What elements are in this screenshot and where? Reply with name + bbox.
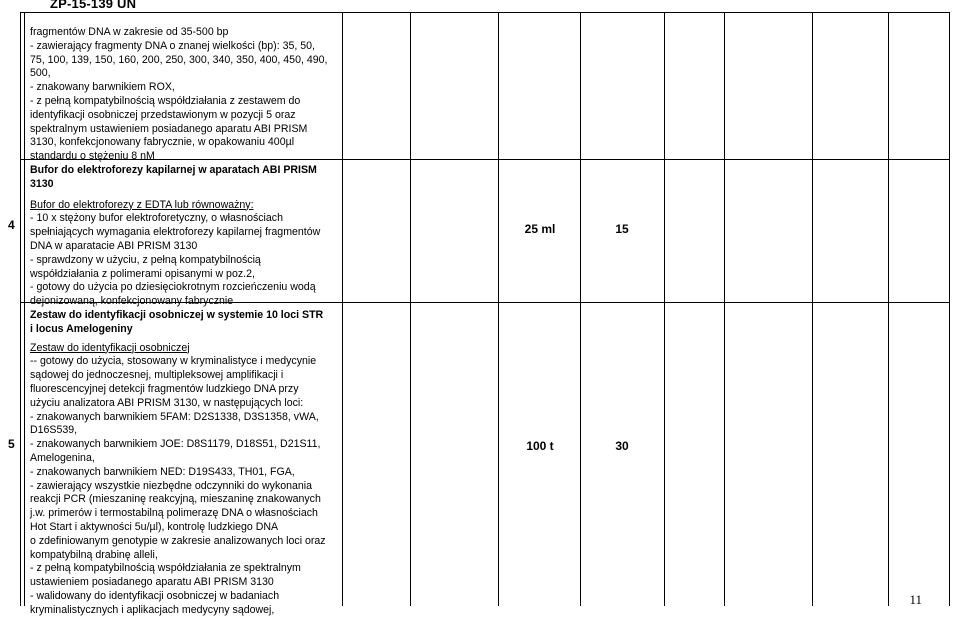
row-5-unit: 100 t	[526, 439, 554, 453]
description-line: identyfikacji osobniczej przedstawionym w pozycji 5 oraz	[30, 108, 296, 121]
description-line: - 10 x stężony bufor elektroforetyczny, o własnościach	[30, 212, 283, 225]
description-line: - zawierający wszystkie niezbędne odczynniki do wykonania	[30, 479, 313, 492]
table-divider-value	[812, 12, 813, 606]
row-5-description	[30, 309, 326, 618]
description-line: 3130, konfekcjonowany fabrycznie, w opakowaniu 400µl	[30, 136, 295, 149]
description-line: standardu o stężeniu 8 nM	[30, 150, 155, 163]
description-line: - z pełną kompatybilnością współdziałania ze spektralnym	[30, 562, 301, 575]
description-line: kryminalistycznych i aplikacjach medycyny sądowej,	[30, 603, 275, 616]
row-prev-description	[30, 26, 327, 164]
description-line: współdziałania z polimerami opisanymi w poz.2,	[30, 267, 255, 280]
description-line: kompatybilną drabinę alleli,	[30, 548, 158, 561]
description-line: - znakowanych barwnikiem JOE: D8S1179, D18S51, D21S11,	[30, 438, 321, 451]
row-5-title: Zestaw do identyfikacji osobniczej w systemie 10 loci STR	[30, 309, 324, 321]
description-line: - sprawdzony w użyciu, z pełną kompatybilnością	[30, 253, 261, 266]
description-line: reakcji PCR (mieszaninę reakcyjną, mieszaninę znakowanych	[30, 493, 321, 506]
table-divider-extra	[410, 12, 411, 606]
description-line: D16S539,	[30, 424, 78, 437]
row-4-number: 4	[8, 218, 15, 232]
row-5-quantity: 30	[615, 439, 629, 453]
table-top-border	[20, 12, 950, 13]
row-4-unit: 25 ml	[524, 222, 556, 236]
description-line: użyciu analizatora ABI PRISM 3130, w następujących loci:	[30, 396, 304, 409]
description-line: Hot Start i aktywności 5u/µl), kontrolę ludzkiego DNA	[30, 520, 279, 533]
description-line: DNA w aparatacie ABI PRISM 3130	[30, 239, 198, 252]
table-border-right	[949, 12, 950, 606]
description-line: 500,	[30, 67, 51, 80]
row-4-title: 3130	[30, 177, 54, 190]
table-divider-unit	[498, 12, 499, 606]
description-line: Amelogenina,	[30, 451, 95, 464]
row-5-subtitle: Zestaw do identyfikacji osobniczej	[30, 341, 190, 354]
table-divider-qty	[580, 12, 581, 606]
table-divider-vat	[888, 12, 889, 606]
description-line: - walidowany do identyfikacji osobniczej w badaniach	[30, 589, 280, 602]
description-line: 75, 100, 139, 150, 160, 200, 250, 300, 340, 350, 400, 450, 490,	[30, 53, 328, 66]
page-number: 11	[909, 592, 922, 607]
table-divider-description	[24, 12, 25, 606]
row-4-title: Bufor do elektroforezy kapilarnej w aparatach ABI PRISM	[30, 164, 317, 176]
description-line: ustawieniem posiadanego aparatu ABI PRISM 3130	[30, 576, 274, 589]
table-divider-qty2	[664, 12, 665, 606]
description-line: j.w. primerów i termostabilną polimerazę DNA o własnościach	[30, 507, 318, 520]
description-line: - zawierający fragmenty DNA o znanej wielkości (bp): 35, 50,	[30, 39, 315, 52]
description-line: - znakowany barwnikiem ROX,	[30, 81, 175, 94]
row-5-title: i locus Amelogeniny	[30, 322, 133, 335]
row-4-quantity: 15	[615, 222, 629, 236]
description-line: o zdefiniowanym genotypie w zakresie analizowanych loci oraz	[30, 534, 326, 547]
description-line: -- gotowy do użycia, stosowany w kryminalistyce i medycynie	[30, 355, 317, 368]
row-4-subtitle: Bufor do elektroforezy z EDTA lub równoważny:	[30, 198, 254, 211]
document-code: ZP-15-139 UN	[50, 0, 137, 11]
table-divider-content	[342, 12, 343, 606]
table-divider-price	[724, 12, 725, 606]
description-line: dejonizowaną, konfekcjonowany fabrycznie	[30, 295, 234, 308]
description-line: spełniających wymagania elektroforezy kapilarnej fragmentów	[30, 226, 321, 239]
description-line: - z pełną kompatybilnością współdziałania z zestawem do	[30, 94, 301, 107]
description-line: fluorescencyjnej detekcji fragmentów ludzkiego DNA przy	[30, 382, 299, 395]
table-border-left	[20, 12, 21, 606]
row-4-description	[30, 164, 320, 309]
description-line: - znakowanych barwnikiem NED: D19S433, TH01, FGA,	[30, 465, 295, 478]
description-line: sądowej do jednoczesnej, multipleksowej amplifikacji i	[30, 369, 284, 382]
description-line: - znakowanych barwnikiem 5FAM: D2S1338, D3S1358, vWA,	[30, 410, 319, 423]
description-line: - gotowy do użycia po dziesięciokrotnym rozcieńczeniu wodą	[30, 281, 316, 294]
row-5-number: 5	[8, 437, 15, 451]
description-line: spektralnym ustawieniem posiadanego aparatu ABI PRISM	[30, 122, 308, 135]
description-line: fragmentów DNA w zakresie od 35-500 bp	[30, 26, 229, 38]
